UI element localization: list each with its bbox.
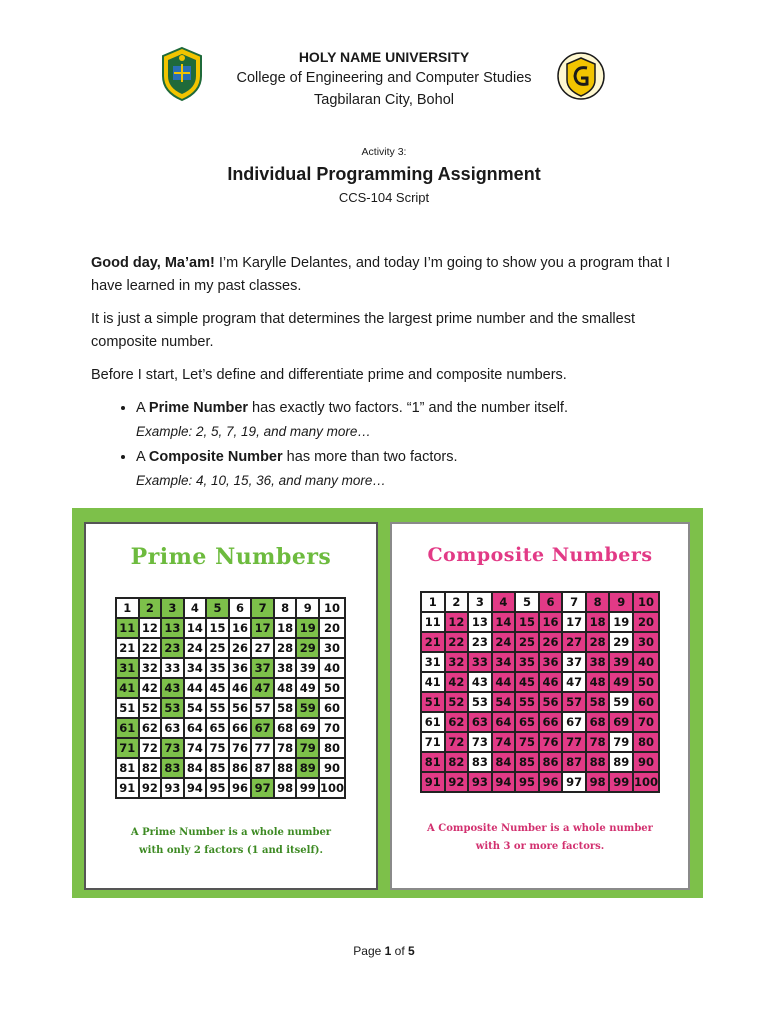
number-cell: 7: [562, 592, 586, 612]
example-prime: Example: 2, 5, 7, 19, and many more…: [136, 424, 371, 439]
number-cell: 24: [184, 638, 207, 658]
number-cell: 81: [116, 758, 139, 778]
number-cell: 81: [421, 752, 445, 772]
number-cell: 80: [319, 738, 345, 758]
number-cell: 10: [319, 598, 345, 618]
number-cell: 35: [515, 652, 539, 672]
number-cell: 86: [229, 758, 252, 778]
number-cell: 43: [161, 678, 184, 698]
number-cell: 22: [445, 632, 469, 652]
number-cell: 85: [206, 758, 229, 778]
number-cell: 84: [492, 752, 516, 772]
number-cell: 62: [139, 718, 162, 738]
definition-composite: has more than two factors.: [282, 449, 458, 465]
number-cell: 74: [492, 732, 516, 752]
number-cell: 48: [586, 672, 610, 692]
number-cell: 36: [539, 652, 563, 672]
number-cell: 82: [139, 758, 162, 778]
number-cell: 67: [562, 712, 586, 732]
number-cell: 71: [116, 738, 139, 758]
number-cell: 77: [562, 732, 586, 752]
prime-numbers-panel: [84, 522, 378, 890]
number-cell: 13: [468, 612, 492, 632]
number-cell: 31: [421, 652, 445, 672]
definition-list: [91, 397, 691, 492]
number-cell: 40: [319, 658, 345, 678]
composite-caption-line: A Composite Number is a whole number: [427, 823, 653, 834]
composite-caption-line: with 3 or more factors.: [475, 841, 605, 852]
number-cell: 100: [633, 772, 659, 792]
number-cell: 23: [468, 632, 492, 652]
number-cell: 90: [633, 752, 659, 772]
number-cell: 60: [633, 692, 659, 712]
number-cell: 19: [296, 618, 319, 638]
number-cell: 52: [445, 692, 469, 712]
term-prime: Prime Number: [148, 400, 249, 416]
number-cell: 76: [229, 738, 252, 758]
number-cell: 59: [609, 692, 633, 712]
number-cell: 49: [296, 678, 319, 698]
number-cell: 5: [515, 592, 539, 612]
example-composite: Example: 4, 10, 15, 36, and many more…: [136, 473, 386, 488]
number-cell: 42: [139, 678, 162, 698]
number-cell: 6: [229, 598, 252, 618]
number-cell: 66: [229, 718, 252, 738]
number-cell: 36: [229, 658, 252, 678]
number-cell: 96: [539, 772, 563, 792]
number-cell: 54: [184, 698, 207, 718]
number-cell: 53: [161, 698, 184, 718]
number-cell: 13: [161, 618, 184, 638]
number-cell: 32: [139, 658, 162, 678]
number-cell: 12: [445, 612, 469, 632]
number-cell: 58: [586, 692, 610, 712]
number-cell: 84: [184, 758, 207, 778]
number-cell: 17: [251, 618, 274, 638]
college-seal-logo: [556, 48, 606, 104]
number-cell: 89: [609, 752, 633, 772]
number-cell: 82: [445, 752, 469, 772]
number-cell: 25: [515, 632, 539, 652]
number-cell: 91: [116, 778, 139, 798]
page-total: 5: [408, 944, 415, 958]
number-cell: 68: [274, 718, 297, 738]
number-cell: 21: [116, 638, 139, 658]
number-cell: 37: [251, 658, 274, 678]
number-cell: 76: [539, 732, 563, 752]
number-cell: 72: [139, 738, 162, 758]
number-cell: 93: [468, 772, 492, 792]
number-cell: 70: [319, 718, 345, 738]
number-cell: 21: [421, 632, 445, 652]
number-cell: 47: [562, 672, 586, 692]
number-cell: 18: [274, 618, 297, 638]
number-cell: 1: [116, 598, 139, 618]
composite-number-grid: [420, 591, 660, 793]
number-cell: 100: [319, 778, 345, 798]
number-cell: 46: [539, 672, 563, 692]
number-cell: 99: [609, 772, 633, 792]
list-item-composite: [136, 446, 691, 492]
number-cell: 96: [229, 778, 252, 798]
number-cell: 37: [562, 652, 586, 672]
number-cell: 7: [251, 598, 274, 618]
number-cell: 45: [515, 672, 539, 692]
bullet-prefix: A: [136, 449, 149, 465]
number-cell: 77: [251, 738, 274, 758]
intro-text: I’m Karylle Delantes, and today I’m going to show you a program that I have learned in my past classes.: [91, 255, 671, 294]
number-cell: 73: [161, 738, 184, 758]
number-cell: 26: [539, 632, 563, 652]
number-cell: 90: [319, 758, 345, 778]
number-cell: 12: [139, 618, 162, 638]
number-cell: 46: [229, 678, 252, 698]
number-cell: 8: [586, 592, 610, 612]
number-cell: 61: [116, 718, 139, 738]
number-cell: 45: [206, 678, 229, 698]
number-cell: 47: [251, 678, 274, 698]
number-cell: 64: [184, 718, 207, 738]
number-cell: 60: [319, 698, 345, 718]
number-cell: 75: [206, 738, 229, 758]
number-cell: 9: [296, 598, 319, 618]
number-cell: 97: [251, 778, 274, 798]
number-cell: 11: [116, 618, 139, 638]
number-cell: 85: [515, 752, 539, 772]
number-cell: 98: [586, 772, 610, 792]
number-cell: 55: [206, 698, 229, 718]
number-cell: 54: [492, 692, 516, 712]
number-cell: 1: [421, 592, 445, 612]
number-cell: 9: [609, 592, 633, 612]
number-cell: 95: [515, 772, 539, 792]
number-cell: 88: [586, 752, 610, 772]
number-cell: 56: [539, 692, 563, 712]
prime-panel-caption: [86, 824, 376, 860]
number-cell: 14: [184, 618, 207, 638]
number-cell: 87: [562, 752, 586, 772]
composite-panel-caption: [392, 820, 688, 856]
number-cell: 53: [468, 692, 492, 712]
number-cell: 57: [251, 698, 274, 718]
number-cell: 38: [274, 658, 297, 678]
number-cell: 4: [184, 598, 207, 618]
number-cell: 44: [492, 672, 516, 692]
college-name: College of Engineering and Computer Studies: [236, 70, 532, 86]
number-cell: 68: [586, 712, 610, 732]
number-cell: 87: [251, 758, 274, 778]
number-cell: 31: [116, 658, 139, 678]
page-label: Page: [353, 944, 385, 958]
number-cell: 28: [586, 632, 610, 652]
number-cell: 2: [445, 592, 469, 612]
number-cell: 71: [421, 732, 445, 752]
number-cell: 86: [539, 752, 563, 772]
number-cell: 83: [161, 758, 184, 778]
number-cell: 17: [562, 612, 586, 632]
prime-caption-line: A Prime Number is a whole number: [130, 827, 332, 838]
number-cell: 43: [468, 672, 492, 692]
number-cell: 89: [296, 758, 319, 778]
number-cell: 19: [609, 612, 633, 632]
course-code: CCS-104 Script: [338, 190, 430, 205]
number-cell: 79: [609, 732, 633, 752]
number-cell: 42: [445, 672, 469, 692]
number-cell: 8: [274, 598, 297, 618]
number-cell: 70: [633, 712, 659, 732]
number-cell: 78: [586, 732, 610, 752]
number-cell: 63: [161, 718, 184, 738]
number-cell: 30: [319, 638, 345, 658]
number-cell: 94: [492, 772, 516, 792]
number-cell: 50: [319, 678, 345, 698]
activity-label: Activity 3:: [361, 146, 407, 158]
document-body: [91, 252, 691, 495]
number-cell: 62: [445, 712, 469, 732]
number-cell: 22: [139, 638, 162, 658]
number-cell: 3: [161, 598, 184, 618]
number-cell: 95: [206, 778, 229, 798]
number-cell: 99: [296, 778, 319, 798]
list-item-prime: [136, 397, 691, 443]
prime-composite-figure: [72, 508, 703, 898]
greeting-text: Good day, Ma’am!: [91, 255, 215, 271]
number-cell: 32: [445, 652, 469, 672]
document-header: [0, 40, 768, 120]
number-cell: 23: [161, 638, 184, 658]
number-cell: 80: [633, 732, 659, 752]
number-cell: 55: [515, 692, 539, 712]
prime-panel-title: Prime Numbers: [130, 544, 332, 570]
number-cell: 72: [445, 732, 469, 752]
number-cell: 64: [492, 712, 516, 732]
number-cell: 16: [539, 612, 563, 632]
number-cell: 49: [609, 672, 633, 692]
number-cell: 73: [468, 732, 492, 752]
prime-number-grid: [115, 597, 346, 799]
number-cell: 15: [206, 618, 229, 638]
number-cell: 27: [562, 632, 586, 652]
composite-panel-title: Composite Numbers: [427, 544, 653, 566]
number-cell: 3: [468, 592, 492, 612]
number-cell: 15: [515, 612, 539, 632]
number-cell: 63: [468, 712, 492, 732]
definition-paragraph: Before I start, Let’s define and differentiate prime and composite numbers.: [91, 367, 567, 383]
number-cell: 39: [296, 658, 319, 678]
term-composite: Composite Number: [148, 449, 283, 465]
number-cell: 38: [586, 652, 610, 672]
number-cell: 65: [515, 712, 539, 732]
number-cell: 4: [492, 592, 516, 612]
number-cell: 50: [633, 672, 659, 692]
document-title: Individual Programming Assignment: [227, 164, 541, 184]
number-cell: 16: [229, 618, 252, 638]
city-name: Tagbilaran City, Bohol: [314, 92, 454, 108]
number-cell: 14: [492, 612, 516, 632]
number-cell: 6: [539, 592, 563, 612]
number-cell: 67: [251, 718, 274, 738]
number-cell: 69: [296, 718, 319, 738]
number-cell: 69: [609, 712, 633, 732]
purpose-paragraph: It is just a simple program that determines the largest prime number and the smallest composite number.: [91, 311, 635, 350]
number-cell: 34: [184, 658, 207, 678]
number-cell: 39: [609, 652, 633, 672]
number-cell: 75: [515, 732, 539, 752]
number-cell: 20: [319, 618, 345, 638]
number-cell: 41: [116, 678, 139, 698]
number-cell: 20: [633, 612, 659, 632]
number-cell: 58: [274, 698, 297, 718]
university-heading: [0, 47, 768, 111]
number-cell: 44: [184, 678, 207, 698]
number-cell: 94: [184, 778, 207, 798]
number-cell: 51: [116, 698, 139, 718]
number-cell: 41: [421, 672, 445, 692]
bullet-prefix: A: [136, 400, 149, 416]
number-cell: 18: [586, 612, 610, 632]
number-cell: 27: [251, 638, 274, 658]
university-name: HOLY NAME UNIVERSITY: [298, 49, 470, 65]
number-cell: 33: [161, 658, 184, 678]
number-cell: 57: [562, 692, 586, 712]
number-cell: 29: [609, 632, 633, 652]
definition-prime: has exactly two factors. “1” and the number itself.: [248, 400, 568, 416]
number-cell: 40: [633, 652, 659, 672]
number-cell: 98: [274, 778, 297, 798]
number-cell: 66: [539, 712, 563, 732]
number-cell: 56: [229, 698, 252, 718]
number-cell: 10: [633, 592, 659, 612]
number-cell: 65: [206, 718, 229, 738]
number-cell: 91: [421, 772, 445, 792]
number-cell: 28: [274, 638, 297, 658]
page-of: of: [391, 944, 409, 958]
intro-paragraph: [91, 252, 691, 298]
number-cell: 78: [274, 738, 297, 758]
number-cell: 11: [421, 612, 445, 632]
number-cell: 48: [274, 678, 297, 698]
composite-numbers-panel: [390, 522, 690, 890]
number-cell: 25: [206, 638, 229, 658]
number-cell: 24: [492, 632, 516, 652]
number-cell: 35: [206, 658, 229, 678]
page-number: 1: [384, 944, 392, 958]
number-cell: 88: [274, 758, 297, 778]
number-cell: 97: [562, 772, 586, 792]
number-cell: 79: [296, 738, 319, 758]
number-cell: 92: [139, 778, 162, 798]
number-cell: 52: [139, 698, 162, 718]
prime-caption-line: with only 2 factors (1 and itself).: [139, 845, 323, 856]
number-cell: 92: [445, 772, 469, 792]
number-cell: 93: [161, 778, 184, 798]
number-cell: 5: [206, 598, 229, 618]
number-cell: 33: [468, 652, 492, 672]
number-cell: 2: [139, 598, 162, 618]
number-cell: 59: [296, 698, 319, 718]
number-cell: 29: [296, 638, 319, 658]
number-cell: 83: [468, 752, 492, 772]
number-cell: 74: [184, 738, 207, 758]
number-cell: 34: [492, 652, 516, 672]
number-cell: 61: [421, 712, 445, 732]
number-cell: 51: [421, 692, 445, 712]
number-cell: 26: [229, 638, 252, 658]
page-footer: [0, 944, 768, 958]
number-cell: 30: [633, 632, 659, 652]
